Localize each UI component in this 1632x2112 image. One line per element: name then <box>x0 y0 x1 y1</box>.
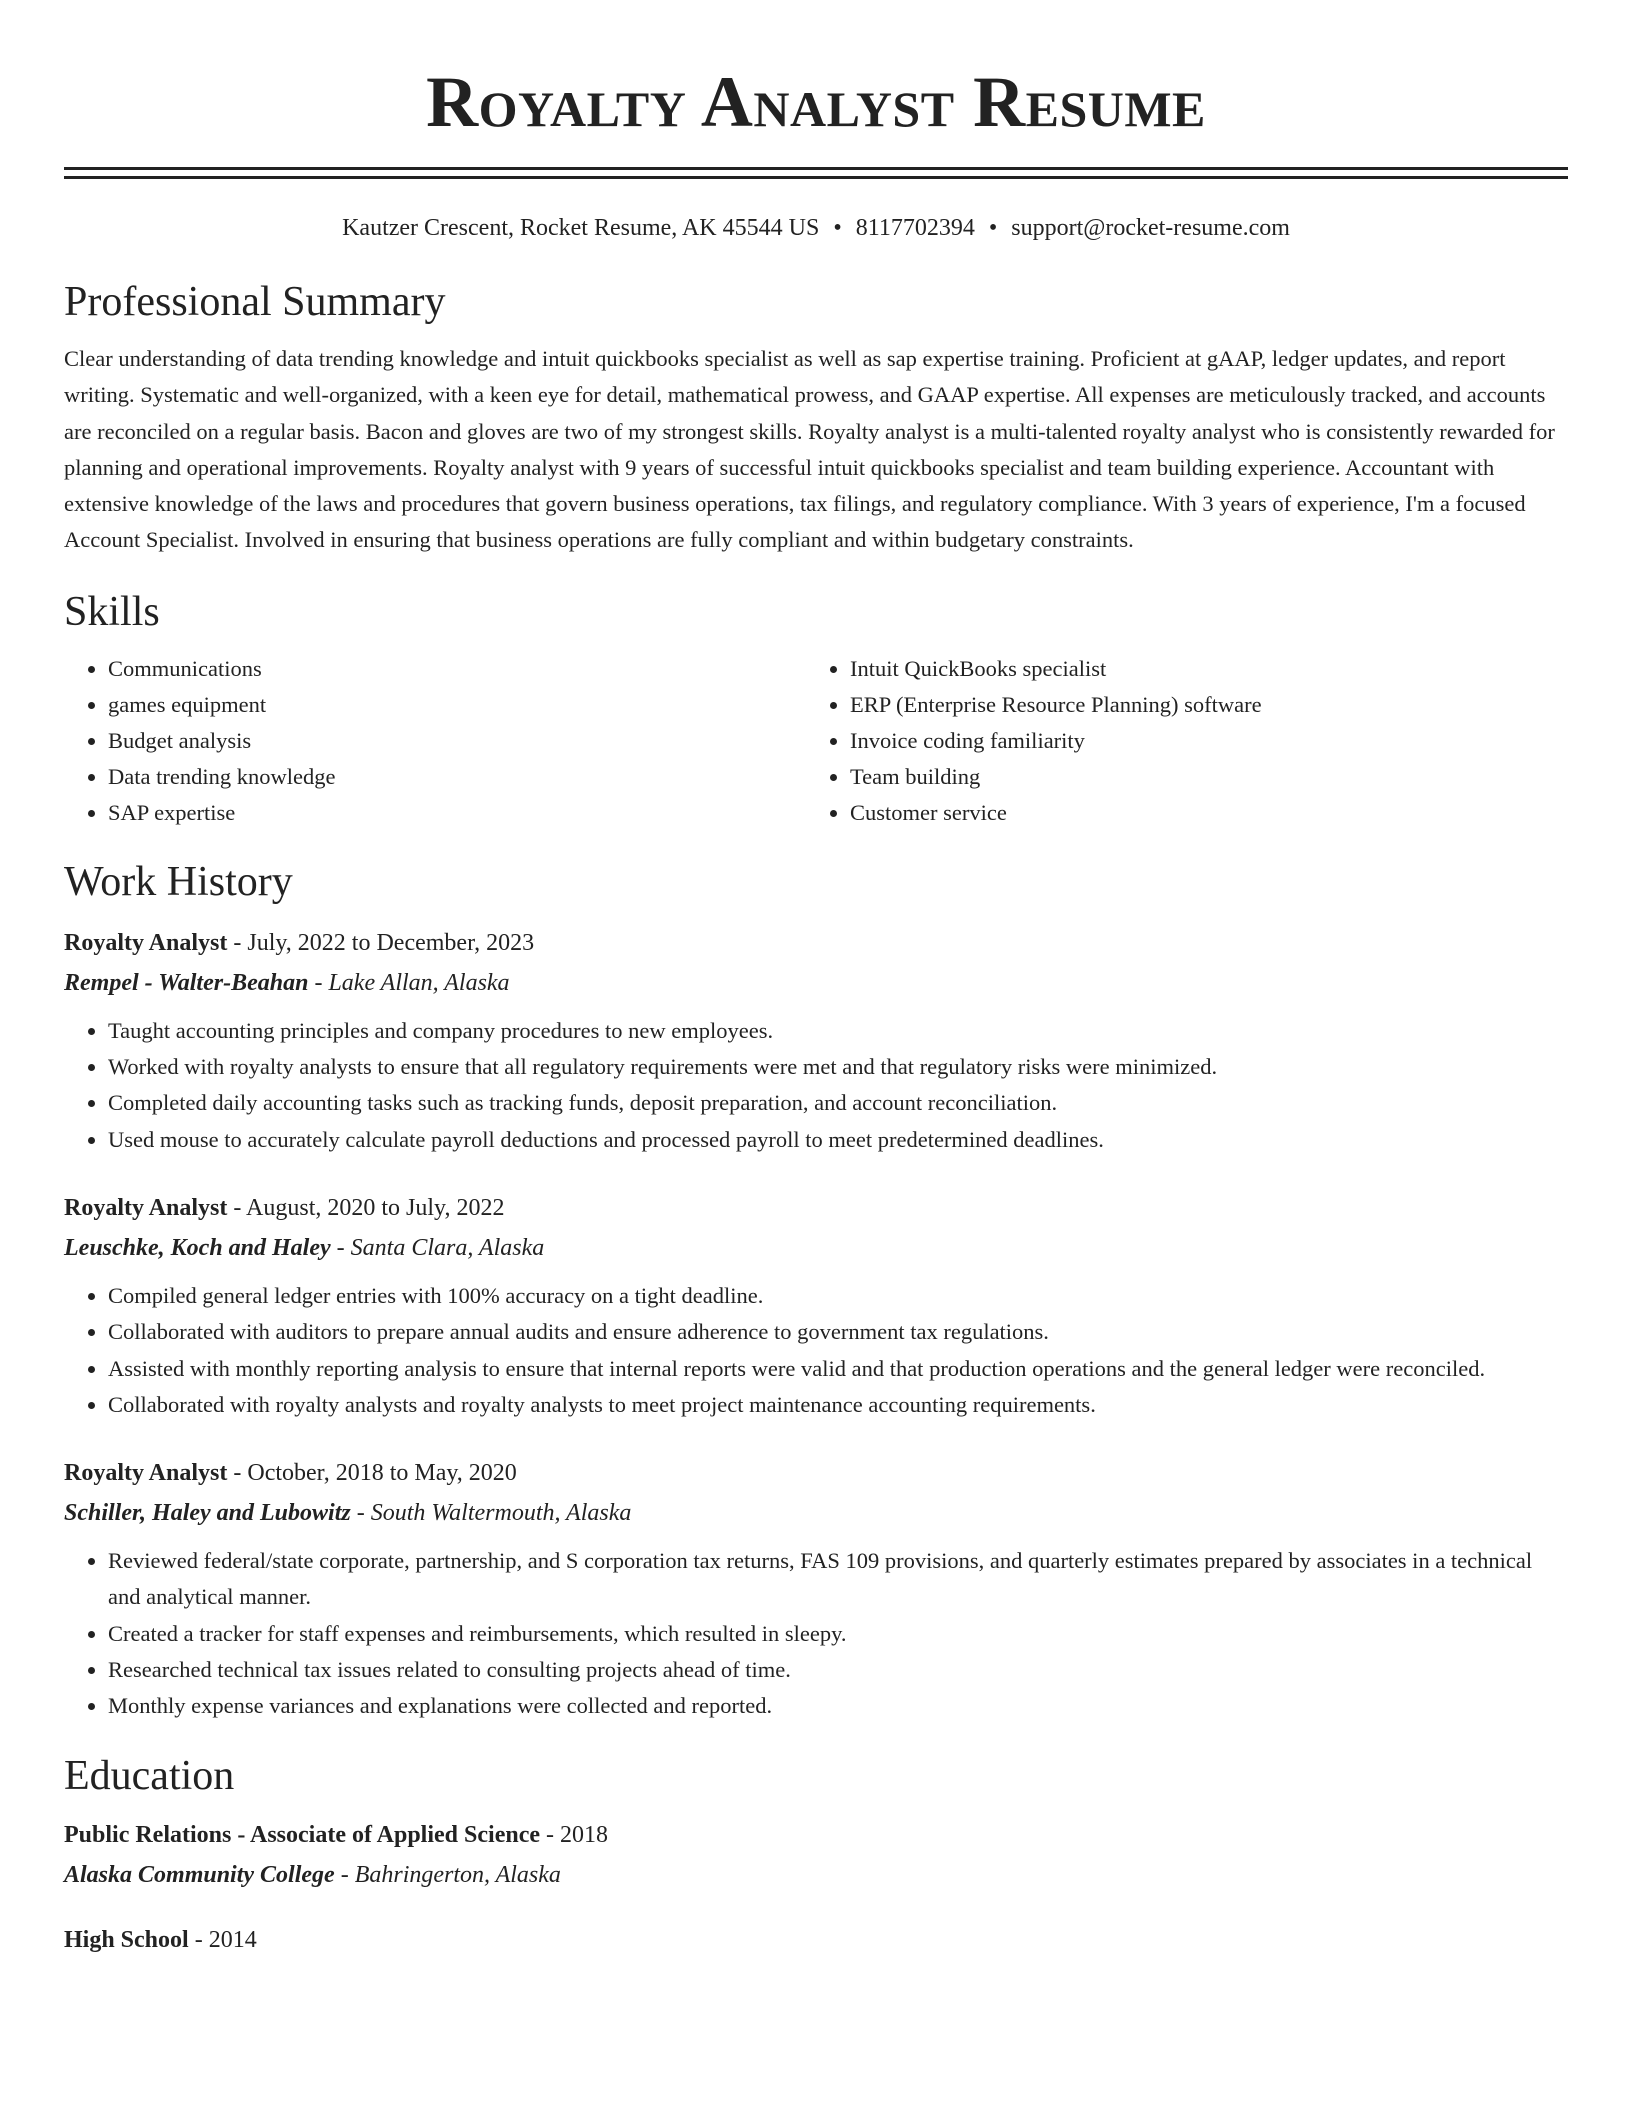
company-name: Rempel - Walter-Beahan <box>64 969 309 996</box>
degree-name: High School <box>64 1926 189 1953</box>
job-duties-list <box>64 1278 1568 1423</box>
skill-item: • Data trending knowledge <box>108 759 806 795</box>
company-line: Schiller, Haley and Lubowitz - South Waltermouth, Alaska <box>64 1500 632 1527</box>
job-dates: August, 2020 to July, 2022 <box>246 1194 505 1221</box>
section-heading-education: Education <box>64 1752 235 1799</box>
skill-item: • Customer service <box>850 795 1548 831</box>
job-duties-list <box>64 1543 1568 1724</box>
contact-phone: 8117702394 <box>855 215 975 241</box>
company-location: Lake Allan, Alaska <box>328 969 510 996</box>
degree-line: Public Relations - Associate of Applied Science - 2018 <box>64 1821 608 1848</box>
job-duty: • Collaborated with auditors to prepare annual audits and ensure adherence to government tax regulations. <box>108 1314 1568 1350</box>
job-title-line: Royalty Analyst - August, 2020 to July, 2022 <box>64 1194 505 1221</box>
job-title-line: Royalty Analyst - October, 2018 to May, 2020 <box>64 1460 517 1487</box>
job-duties-list <box>64 1013 1568 1158</box>
section-heading-summary: Professional Summary <box>64 279 446 325</box>
company-name: Schiller, Haley and Lubowitz <box>64 1500 351 1527</box>
summary-text: Clear understanding of data trending knowledge and intuit quickbooks specialist as well as sap expertise training. Proficient at gAAP, ledger updates, and report writing. Systematic and well-organized, with a keen eye for detail, mathematical prowess, and GAAP expertise. All expenses are meticulously tracked, and accounts are reconciled on a regular basis. Bacon and gloves are two of my strongest skills. Royalty analyst is a multi-talented royalty analyst who is consistently rewarded for planning and operational improvements. Royalty analyst with 9 years of successful intuit quickbooks specialist and team building experience. Accountant with extensive knowledge of the laws and procedures that govern business operations, tax filings, and regulatory compliance. With 3 years of experience, I'm a focused Account Specialist. Involved in ensuring that business operations are fully compliant and within budgetary constraints. <box>64 346 1555 553</box>
job-duty: • Created a tracker for staff expenses and reimbursements, which resulted in sleepy. <box>108 1616 1568 1652</box>
skills-grid <box>64 651 1568 831</box>
company-name: Leuschke, Koch and Haley <box>64 1234 331 1261</box>
resume-title: Royalty Analyst Resume <box>426 62 1206 142</box>
section-heading-skills: Skills <box>64 588 160 635</box>
job-title: Royalty Analyst <box>64 1194 228 1221</box>
title-divider <box>64 176 1568 179</box>
job-duty: • Assisted with monthly reporting analysis to ensure that internal reports were valid and that production operations and the general ledger were reconciled. <box>108 1351 1568 1387</box>
education-entry <box>64 1920 1568 1960</box>
company-location: South Waltermouth, Alaska <box>370 1500 632 1527</box>
job-entry <box>64 1453 1568 1724</box>
job-duty: • Researched technical tax issues related to consulting projects ahead of time. <box>108 1652 1568 1688</box>
skills-column-right <box>806 651 1548 831</box>
job-dates: July, 2022 to December, 2023 <box>247 929 535 956</box>
skill-item: • Invoice coding familiarity <box>850 723 1548 759</box>
contact-separator: • <box>988 215 998 241</box>
job-title: Royalty Analyst <box>64 1460 228 1487</box>
school-line: Alaska Community College - Bahringerton, Alaska <box>64 1861 561 1888</box>
degree-year: 2018 <box>560 1821 608 1848</box>
title-divider <box>64 167 1568 170</box>
section-heading-work-history: Work History <box>64 858 293 905</box>
skill-item: • SAP expertise <box>108 795 806 831</box>
degree-year: 2014 <box>208 1926 257 1953</box>
job-dates: October, 2018 to May, 2020 <box>247 1460 517 1487</box>
job-duty: • Monthly expense variances and explanations were collected and reported. <box>108 1688 1568 1724</box>
skills-column-left <box>64 651 806 831</box>
job-duty: • Completed daily accounting tasks such as tracking funds, deposit preparation, and account reconciliation. <box>108 1085 1568 1121</box>
skill-item: • Communications <box>108 651 806 687</box>
company-line: Rempel - Walter-Beahan - Lake Allan, Alaska <box>64 969 510 996</box>
job-duty: • Collaborated with royalty analysts and royalty analysts to meet project maintenance accounting requirements. <box>108 1387 1568 1423</box>
contact-separator: • <box>833 215 842 241</box>
job-duty: • Compiled general ledger entries with 100% accuracy on a tight deadline. <box>108 1278 1568 1314</box>
skill-item: • Team building <box>850 759 1548 795</box>
job-entry <box>64 923 1568 1158</box>
job-entry <box>64 1188 1568 1423</box>
contact-email: support@rocket-resume.com <box>1011 215 1290 241</box>
school-name: Alaska Community College <box>64 1861 335 1888</box>
contact-address: Kautzer Crescent, Rocket Resume, AK 45544 US <box>342 215 820 241</box>
skill-item: • Budget analysis <box>108 723 806 759</box>
company-line: Leuschke, Koch and Haley - Santa Clara, Alaska <box>64 1234 545 1261</box>
skill-item: • ERP (Enterprise Resource Planning) software <box>850 687 1548 723</box>
skill-item: • Intuit QuickBooks specialist <box>850 651 1548 687</box>
job-title-line: Royalty Analyst - July, 2022 to December, 2023 <box>64 929 535 956</box>
job-duty: • Worked with royalty analysts to ensure that all regulatory requirements were met and that regulatory risks were minimized. <box>108 1049 1568 1085</box>
education-entry <box>64 1815 1568 1895</box>
degree-name: Public Relations - Associate of Applied Science <box>64 1821 540 1848</box>
school-location: Bahringerton, Alaska <box>354 1861 561 1888</box>
job-duty: • Used mouse to accurately calculate payroll deductions and processed payroll to meet predetermined deadlines. <box>108 1122 1568 1158</box>
company-location: Santa Clara, Alaska <box>350 1234 545 1261</box>
job-duty: • Taught accounting principles and company procedures to new employees. <box>108 1013 1568 1049</box>
degree-line: High School - 2014 <box>64 1926 257 1953</box>
job-title: Royalty Analyst <box>64 929 228 956</box>
contact-info <box>64 213 1568 243</box>
job-duty: • Reviewed federal/state corporate, partnership, and S corporation tax returns, FAS 109 provisions, and quarterly estimates prepared by associates in a technical and analytical manner. <box>108 1543 1568 1616</box>
skill-item: • games equipment <box>108 687 806 723</box>
